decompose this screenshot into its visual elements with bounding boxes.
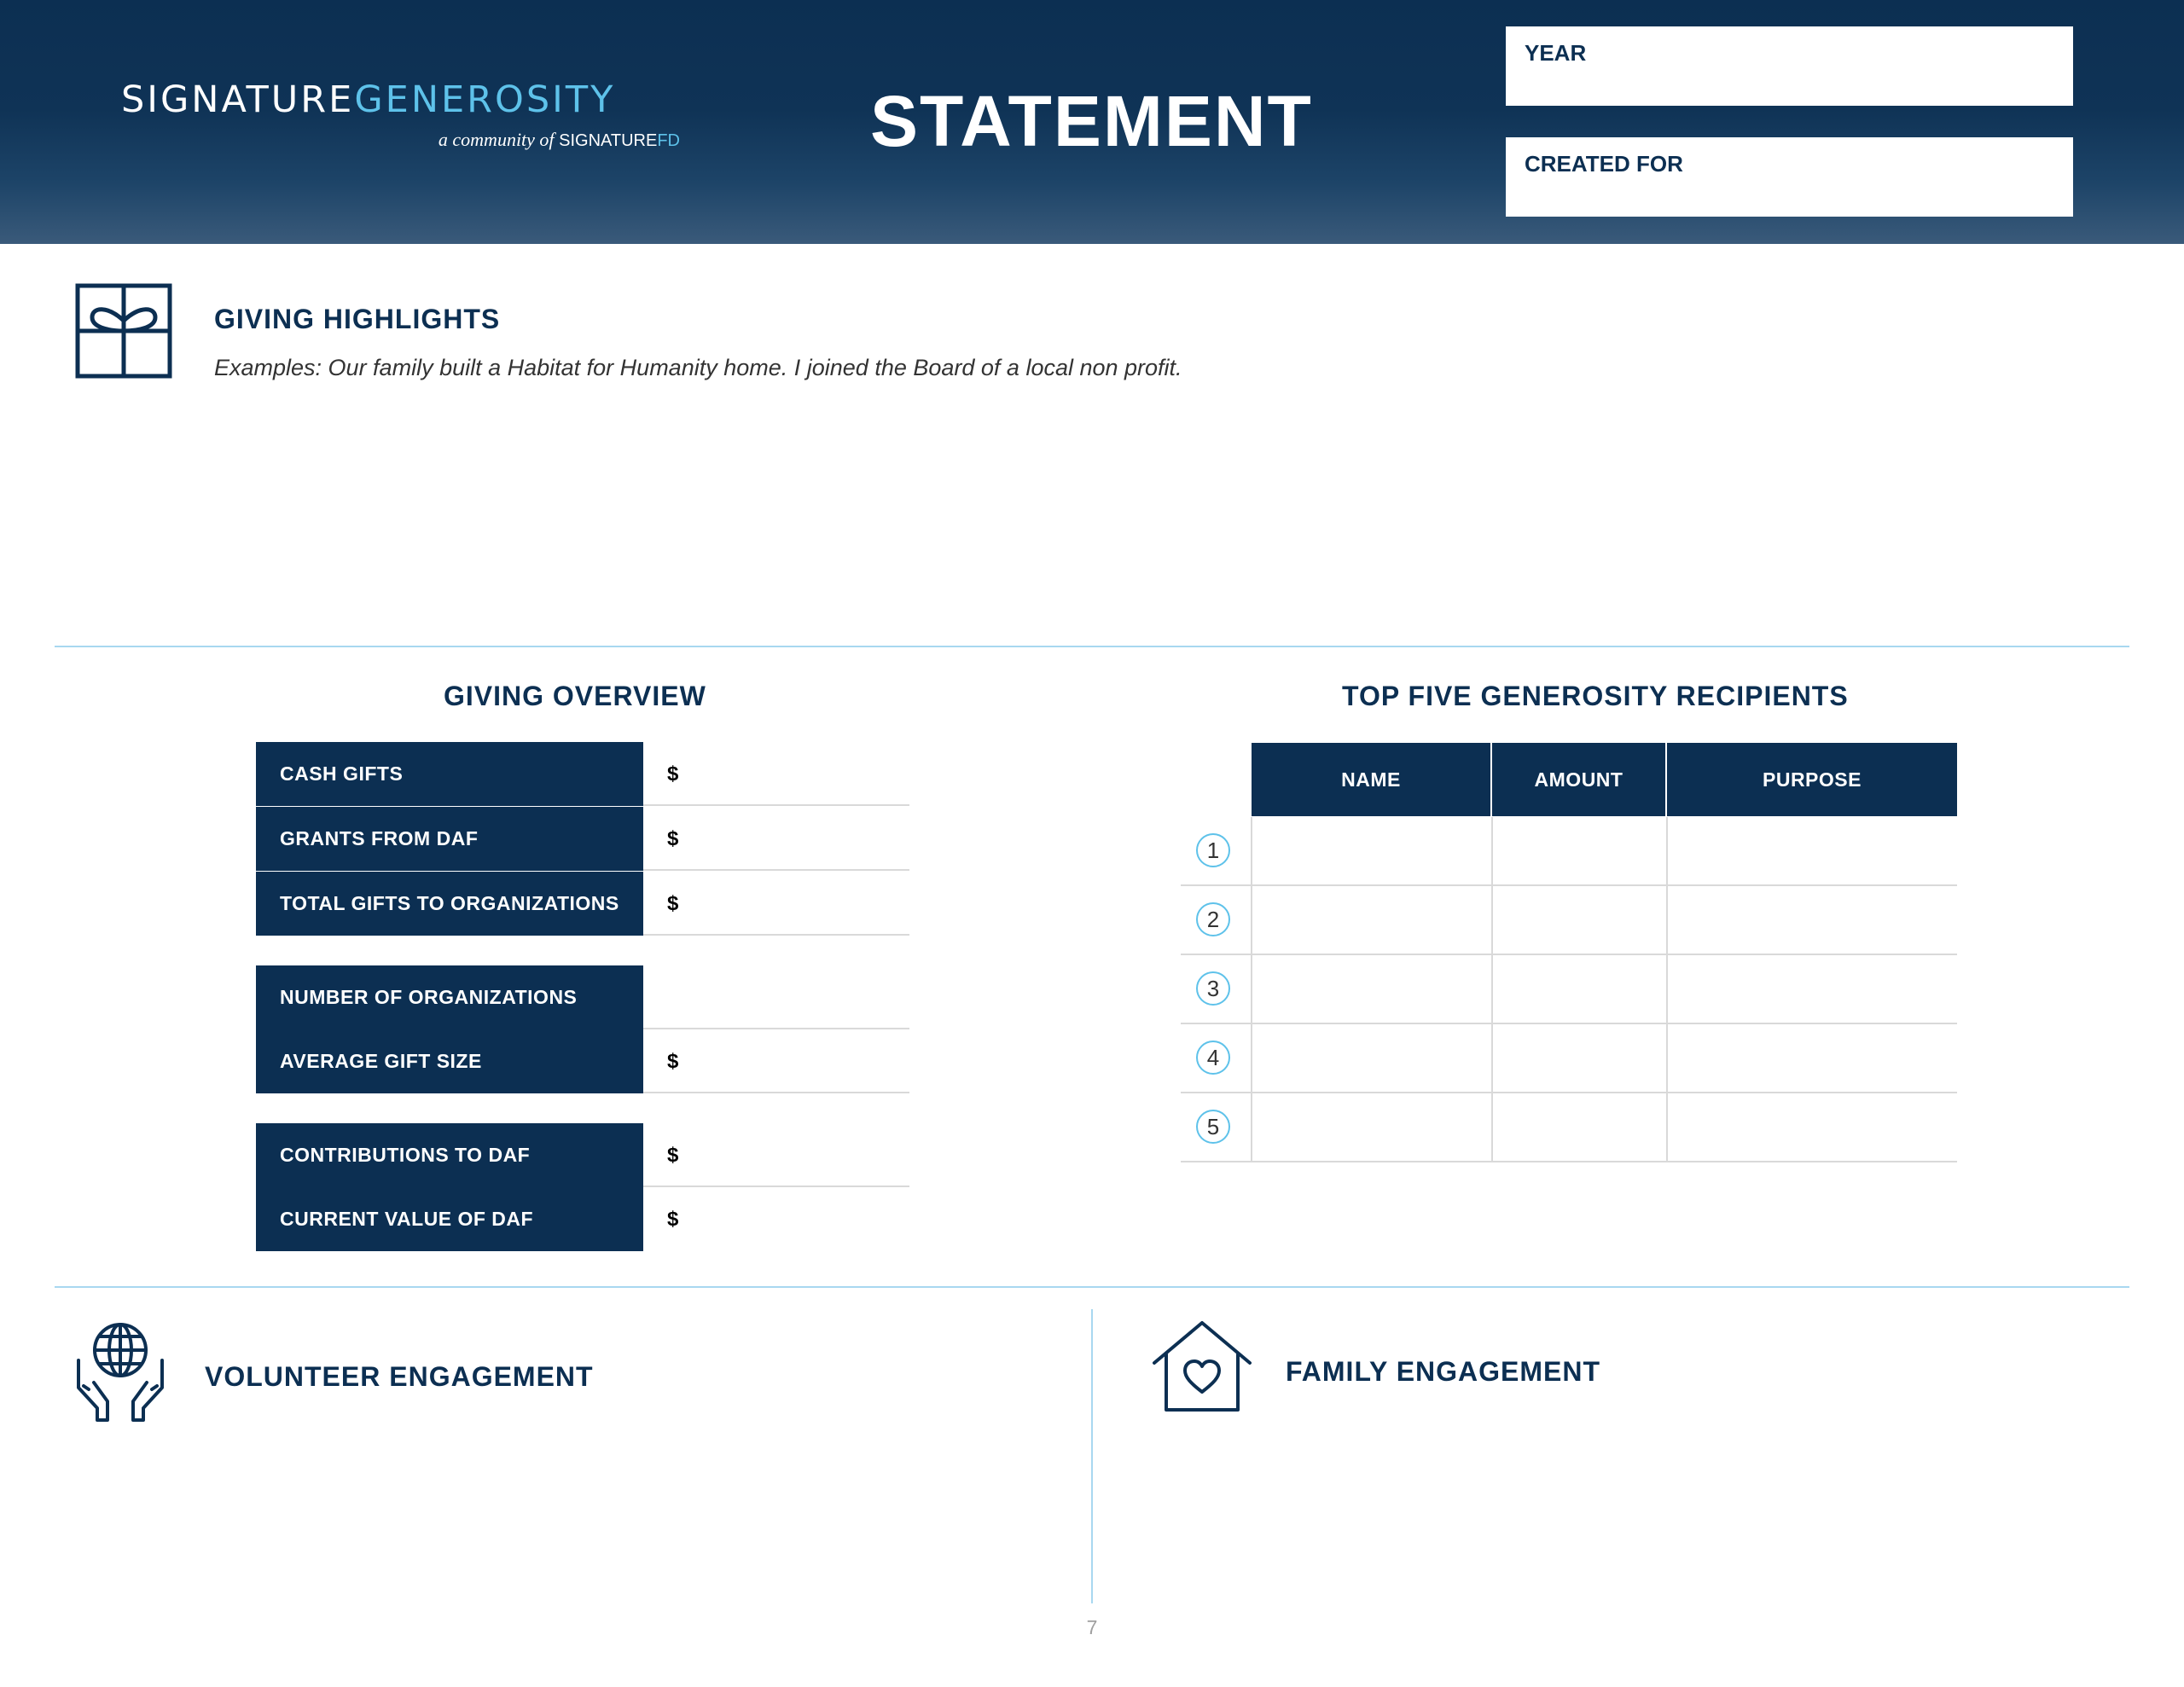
created-for-input[interactable]	[1525, 180, 2061, 211]
dollar-prefix: $	[667, 762, 679, 786]
recipient-name-cell[interactable]	[1251, 955, 1491, 1023]
dollar-prefix: $	[667, 1208, 679, 1231]
hands-globe-icon	[73, 1319, 167, 1422]
overview-value-field[interactable]	[643, 965, 909, 1029]
overview-label: GRANTS FROM DAF	[256, 807, 643, 871]
overview-row-total-gifts	[256, 872, 909, 936]
column-divider	[1091, 1309, 1093, 1603]
giving-highlights-title: GIVING HIGHLIGHTS	[214, 304, 501, 334]
overview-value-field[interactable]	[643, 807, 909, 871]
overview-label: CONTRIBUTIONS TO DAF	[256, 1123, 643, 1187]
overview-row-cash-gifts	[256, 742, 909, 806]
column-header-name: NAME	[1252, 743, 1490, 816]
giving-overview-title: GIVING OVERVIEW	[444, 681, 706, 711]
overview-label: CASH GIFTS	[256, 742, 643, 806]
recipient-name-cell[interactable]	[1251, 1024, 1491, 1092]
signature-generosity-logo	[121, 78, 680, 159]
recipient-row	[1181, 955, 1957, 1024]
overview-value-field[interactable]	[643, 1187, 909, 1251]
overview-label: NUMBER OF ORGANIZATIONS	[256, 965, 643, 1029]
logo-community-text: a community of	[438, 129, 555, 150]
recipient-purpose-cell[interactable]	[1666, 955, 1957, 1023]
recipient-purpose-cell[interactable]	[1666, 886, 1957, 954]
created-for-label: CREATED FOR	[1525, 151, 1683, 177]
recipient-row	[1181, 886, 1957, 955]
top-recipients-title: TOP FIVE GENEROSITY RECIPIENTS	[1342, 681, 1849, 711]
rank-badge: 1	[1196, 833, 1230, 867]
overview-row-average-gift-size	[256, 1029, 909, 1093]
section-divider-top	[55, 646, 2129, 647]
year-input[interactable]	[1525, 69, 2061, 100]
overview-row-current-value-of-daf	[256, 1187, 909, 1251]
overview-value-field[interactable]	[643, 1123, 909, 1187]
family-engagement-title: FAMILY ENGAGEMENT	[1286, 1356, 1601, 1387]
recipient-row	[1181, 1024, 1957, 1093]
logo-signature-text: SIGNATURE	[121, 78, 355, 121]
dollar-prefix: $	[667, 827, 679, 850]
gift-box-icon	[75, 283, 172, 379]
overview-value-field[interactable]	[643, 742, 909, 806]
page-title: STATEMENT	[870, 81, 1313, 161]
giving-highlights-example: Examples: Our family built a Habitat for Humanity home. I joined the Board of a local non profit.	[214, 355, 1182, 380]
logo-generosity-text: GENEROSITY	[354, 78, 616, 121]
rank-badge: 2	[1196, 902, 1230, 936]
recipient-amount-cell[interactable]	[1491, 1024, 1666, 1092]
overview-row-grants-from-daf	[256, 807, 909, 871]
volunteer-engagement-title: VOLUNTEER ENGAGEMENT	[205, 1361, 594, 1392]
overview-value-field[interactable]	[643, 872, 909, 936]
logo-wordmark	[121, 78, 616, 121]
recipient-purpose-cell[interactable]	[1666, 1093, 1957, 1161]
dollar-prefix: $	[667, 892, 679, 915]
rank-badge: 3	[1196, 971, 1230, 1006]
logo-fd-text: FD	[657, 131, 680, 150]
recipient-amount-cell[interactable]	[1491, 955, 1666, 1023]
recipient-amount-cell[interactable]	[1491, 886, 1666, 954]
rank-badge: 5	[1196, 1110, 1230, 1144]
overview-label: AVERAGE GIFT SIZE	[256, 1029, 643, 1093]
house-heart-icon	[1152, 1320, 1252, 1412]
overview-label: CURRENT VALUE OF DAF	[256, 1187, 643, 1251]
section-divider-bottom	[55, 1286, 2129, 1288]
logo-tagline	[439, 129, 680, 151]
dollar-prefix: $	[667, 1050, 679, 1073]
recipient-name-cell[interactable]	[1251, 1093, 1491, 1161]
overview-value-field[interactable]	[643, 1029, 909, 1093]
column-header-amount: AMOUNT	[1492, 743, 1665, 816]
recipient-purpose-cell[interactable]	[1666, 817, 1957, 884]
created-for-box	[1506, 137, 2073, 217]
overview-row-number-of-organizations	[256, 965, 909, 1029]
recipient-row	[1181, 817, 1957, 886]
rank-badge: 4	[1196, 1041, 1230, 1075]
overview-label: TOTAL GIFTS TO ORGANIZATIONS	[256, 872, 643, 936]
recipient-name-cell[interactable]	[1251, 886, 1491, 954]
dollar-prefix: $	[667, 1144, 679, 1167]
year-box	[1506, 26, 2073, 106]
column-header-purpose: PURPOSE	[1667, 743, 1957, 816]
page-number: 7	[1086, 1616, 1098, 1638]
recipient-row	[1181, 1093, 1957, 1162]
recipient-amount-cell[interactable]	[1491, 817, 1666, 884]
recipient-purpose-cell[interactable]	[1666, 1024, 1957, 1092]
year-label: YEAR	[1525, 40, 1587, 66]
overview-row-contributions-to-daf	[256, 1123, 909, 1187]
header-banner	[0, 0, 2184, 244]
recipient-name-cell[interactable]	[1251, 817, 1491, 884]
recipient-amount-cell[interactable]	[1491, 1093, 1666, 1161]
logo-signature-fd-text: SIGNATURE	[559, 131, 658, 150]
